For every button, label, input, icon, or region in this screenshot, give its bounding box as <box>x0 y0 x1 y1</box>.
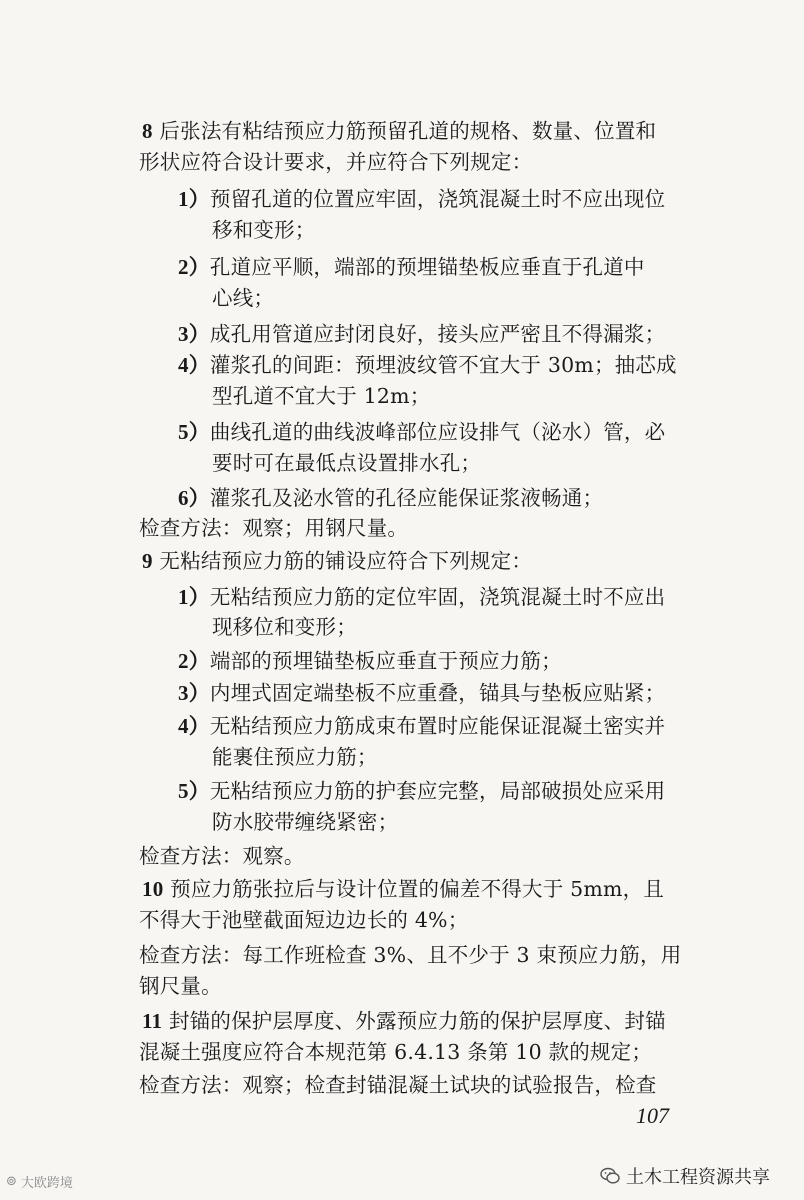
list-item: 3）内埋式固定端垫板不应重叠，锚具与垫板应贴紧； <box>178 681 666 705</box>
text-line: 能裹住预应力筋； <box>212 745 378 769</box>
list-item: 1）无粘结预应力筋的定位牢固，浇筑混凝土时不应出 <box>178 585 666 609</box>
list-item: 4）无粘结预应力筋成束布置时应能保证混凝土密实并 <box>178 714 666 738</box>
list-item: 5）曲线孔道的曲线波峰部位应设排气（泌水）管，必 <box>178 420 666 444</box>
text-line: 10 预应力筋张拉后与设计位置的偏差不得大于 5mm，且 <box>142 877 665 901</box>
list-item: 1）预留孔道的位置应牢固，浇筑混凝土时不应出现位 <box>178 187 666 211</box>
watermark-left <box>6 1172 73 1191</box>
text-line: 防水胶带缠绕紧密； <box>212 810 399 834</box>
watermark-text: 大欧跨境 <box>20 1176 73 1191</box>
check-method: 检查方法：观察；用钢尺量。 <box>139 516 409 540</box>
text-line: 形状应符合设计要求，并应符合下列规定： <box>139 150 533 174</box>
check-method: 检查方法：观察；检查封锚混凝土试块的试验报告，检查 <box>139 1073 657 1097</box>
list-item: 3）成孔用管道应封闭良好，接头应严密且不得漏浆； <box>178 322 666 346</box>
page-number: 107 <box>636 1103 669 1128</box>
list-item: 5）无粘结预应力筋的护套应完整，局部破损处应采用 <box>178 779 666 803</box>
text-line: 型孔道不宜大于 12m； <box>212 384 431 408</box>
text-line: 混凝土强度应符合本规范第 6.4.13 条第 10 款的规定； <box>139 1040 653 1064</box>
text-line: 钢尺量。 <box>139 974 222 998</box>
text-line: 8 后张法有粘结预应力筋预留孔道的规格、数量、位置和 <box>142 119 657 143</box>
text-line: 11 封锚的保护层厚度、外露预应力筋的保护层厚度、封锚 <box>142 1009 666 1033</box>
wechat-icon <box>600 1167 620 1185</box>
text-line: 现移位和变形； <box>212 615 357 639</box>
source-text: 土木工程资源共享 <box>626 1167 770 1188</box>
list-item: 6）灌浆孔及泌水管的孔径应能保证浆液畅通； <box>178 486 604 510</box>
text-line: 心线； <box>212 286 275 310</box>
source-badge <box>600 1163 770 1189</box>
text-line: 不得大于池壁截面短边边长的 4%； <box>139 908 469 932</box>
check-method: 检查方法：每工作班检查 3%、且不少于 3 束预应力筋，用 <box>139 943 682 967</box>
watermark-icon: ⊚ <box>6 1174 17 1189</box>
check-method: 检查方法：观察。 <box>139 844 305 868</box>
text-line: 9 无粘结预应力筋的铺设应符合下列规定： <box>142 549 533 573</box>
list-item: 4）灌浆孔的间距：预埋波纹管不宜大于 30m；抽芯成 <box>178 353 677 377</box>
text-line: 要时可在最低点设置排水孔； <box>212 451 482 475</box>
list-item: 2）端部的预埋锚垫板应垂直于预应力筋； <box>178 649 562 673</box>
text-line: 移和变形； <box>212 218 316 242</box>
list-item: 2）孔道应平顺，端部的预埋锚垫板应垂直于孔道中 <box>178 255 645 279</box>
